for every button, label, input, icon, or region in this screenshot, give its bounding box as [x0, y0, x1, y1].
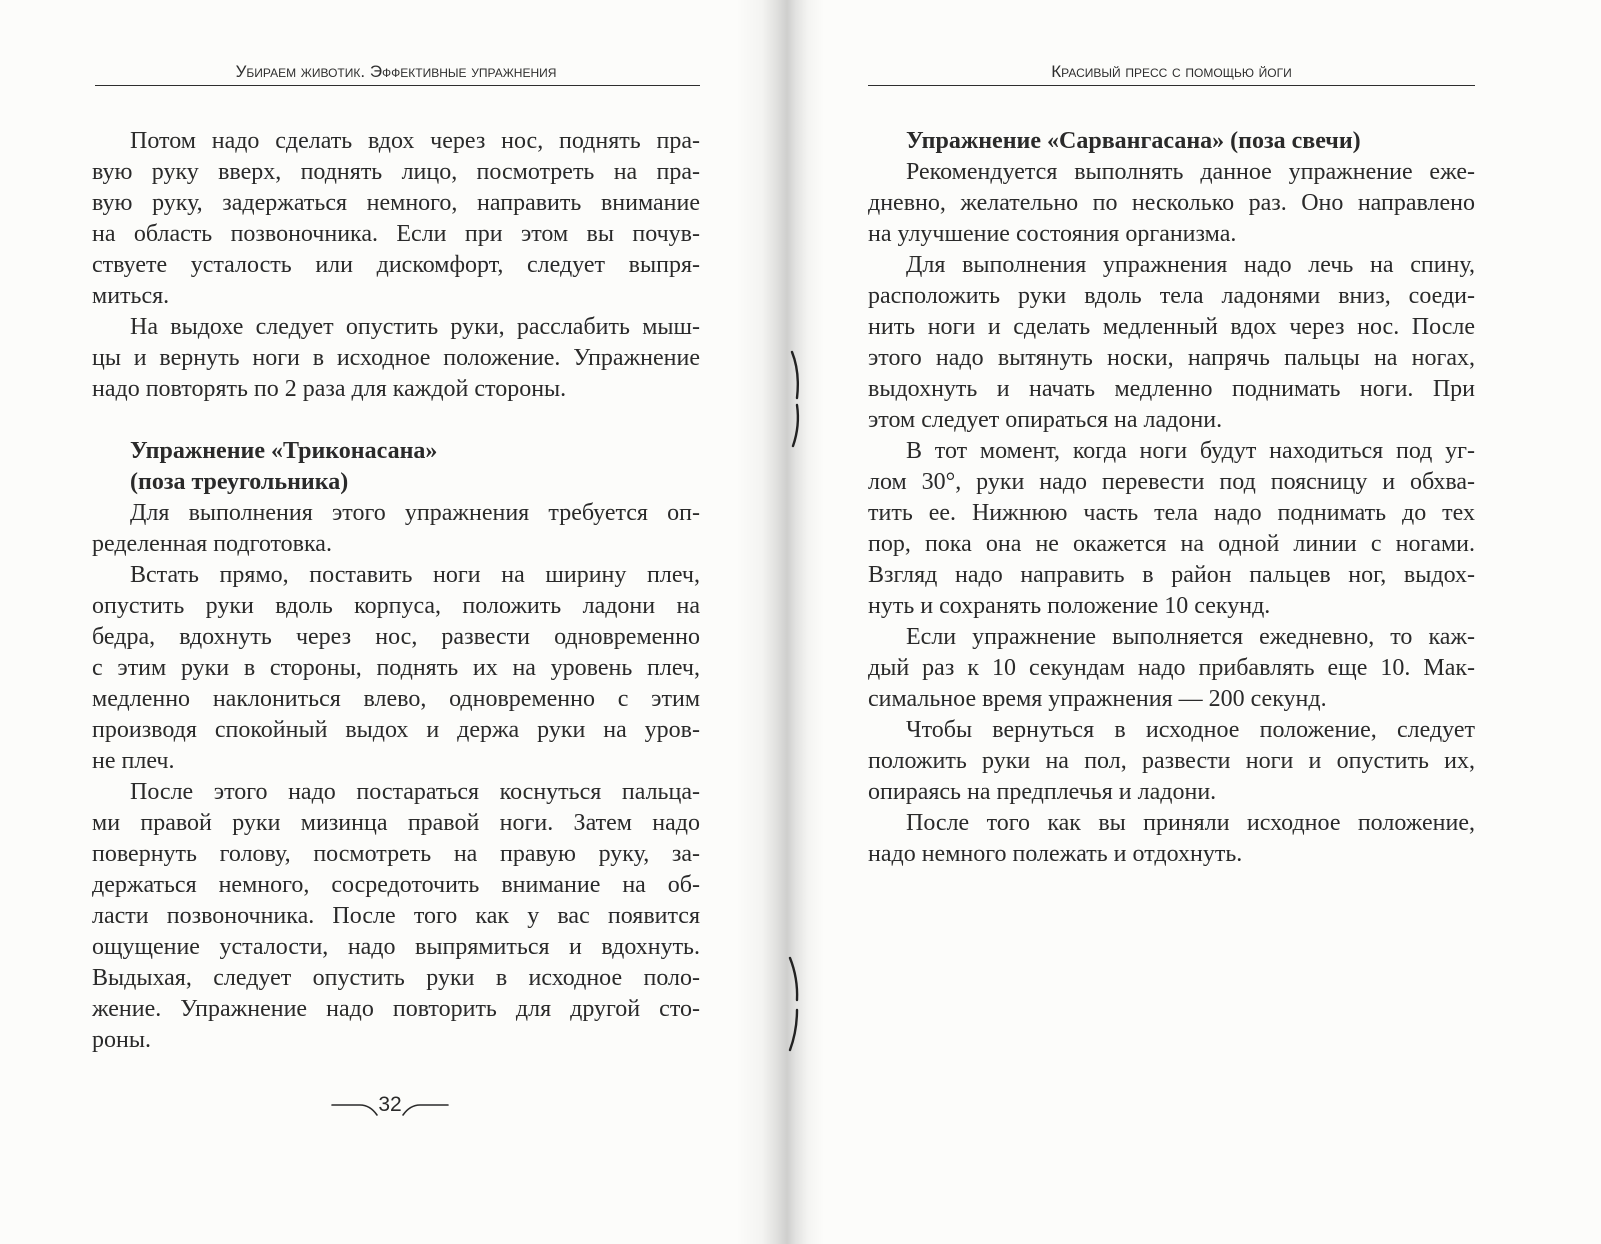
text-line: нить ноги и сделать медленный вдох через нос. После: [868, 314, 1475, 340]
text-line: Чтобы вернуться в исходное положение, следует: [906, 717, 1475, 743]
running-head: Красивый пресс с помощью йоги: [1051, 62, 1292, 81]
text-line: симальное время упражнения — 200 секунд.: [868, 686, 1327, 712]
page-number: [330, 1088, 450, 1122]
paragraph: [868, 808, 1475, 870]
text-line: Для выполнения этого упражнения требуется оп-: [130, 500, 700, 526]
text-line: Рекомендуется выполнять данное упражнение еже-: [906, 159, 1475, 185]
text-line: На выдохе следует опустить руки, расслабить мыш-: [130, 314, 700, 340]
paragraph: [92, 312, 700, 405]
page-body: [92, 126, 700, 1056]
section-heading-line: Упражнение «Триконасана»: [130, 438, 438, 464]
text-line: надо немного полежать и отдохнуть.: [868, 841, 1243, 867]
paragraph: [868, 157, 1475, 250]
text-line: Встать прямо, поставить ноги на ширину плеч,: [130, 562, 700, 588]
text-line: держаться немного, сосредоточить внимание на об-: [92, 872, 700, 898]
text-line: тить ее. Нижнюю часть тела надо поднимать до тех: [868, 500, 1475, 526]
text-line: дневно, желательно по несколько раз. Оно направлено: [868, 190, 1475, 216]
paragraph: [92, 126, 700, 312]
page-number-text: 32: [378, 1093, 402, 1116]
text-line: положить руки на пол, развести ноги и опустить их,: [868, 748, 1475, 774]
text-line: пор, пока она не окажется на одной линии с ногами.: [868, 531, 1475, 557]
text-line: нуть и сохранять положение 10 секунд.: [868, 593, 1271, 619]
text-line: роны.: [92, 1027, 151, 1053]
text-line: После этого надо постараться коснуться пальца-: [130, 779, 700, 805]
text-line: ласти позвоночника. После того как у вас появится: [92, 903, 700, 929]
text-line: на область позвоночника. Если при этом вы почув-: [92, 221, 700, 247]
paragraph: [868, 715, 1475, 808]
text-line: ствуете усталость или дискомфорт, следует выпря-: [92, 252, 700, 278]
text-line: цы и вернуть ноги в исходное положение. Упражнение: [92, 345, 700, 371]
text-line: миться.: [92, 283, 170, 309]
gutter-shadow: [736, 0, 824, 1244]
text-line: Если упражнение выполняется ежедневно, то каж-: [906, 624, 1475, 650]
text-line: ределенная подготовка.: [92, 531, 332, 557]
text-line: надо повторять по 2 раза для каждой стороны.: [92, 376, 567, 402]
text-line: с этим руки в стороны, поднять их на уровень плеч,: [92, 655, 700, 681]
text-line: на улучшение состояния организма.: [868, 221, 1237, 247]
right-page: [868, 0, 1475, 1244]
paragraph: [92, 498, 700, 560]
page-body: [868, 126, 1475, 870]
text-line: повернуть голову, посмотреть на правую руку, за-: [92, 841, 700, 867]
text-line: жение. Упражнение надо повторить для другой сто-: [92, 996, 700, 1022]
text-line: производя спокойный выдох и держа руки на уров-: [92, 717, 700, 743]
section-heading-line: Упражнение «Сарвангасана» (поза свечи): [906, 128, 1361, 154]
text-line: Потом надо сделать вдох через нос, поднять пра-: [130, 128, 700, 154]
running-head: Убираем животик. Эффективные упражнения: [235, 62, 557, 81]
text-line: опираясь на предплечья и ладони.: [868, 779, 1217, 805]
text-line: лом 30°, руки надо перевести под поясницу и обхва-: [868, 469, 1475, 495]
left-page: [92, 0, 700, 1244]
text-line: Для выполнения упражнения надо лечь на спину,: [906, 252, 1475, 278]
header-rule: [95, 85, 700, 86]
paragraph: [868, 250, 1475, 436]
text-line: бедра, вдохнуть через нос, развести одновременно: [92, 624, 700, 650]
text-line: ми правой руки мизинца правой ноги. Затем надо: [92, 810, 700, 836]
text-line: После того как вы приняли исходное положение,: [906, 810, 1475, 836]
text-line: вую руку, задержаться немного, направить внимание: [92, 190, 700, 216]
text-line: этом следует опираться на ладони.: [868, 407, 1223, 433]
text-line: вую руку вверх, поднять лицо, посмотреть на пра-: [92, 159, 700, 185]
section-heading-line: (поза треугольника): [130, 469, 349, 495]
text-line: медленно наклониться влево, одновременно с этим: [92, 686, 700, 712]
paragraph: [92, 560, 700, 777]
text-line: В тот момент, когда ноги будут находиться под уг-: [906, 438, 1475, 464]
text-line: выдохнуть и начать медленно поднимать ноги. При: [868, 376, 1475, 402]
text-line: этого надо вытянуть носки, напрячь пальцы на ногах,: [868, 345, 1475, 371]
header-rule: [868, 85, 1475, 86]
text-line: дый раз к 10 секундам надо прибавлять еще 10. Мак-: [868, 655, 1475, 681]
text-line: не плеч.: [92, 748, 175, 774]
text-line: Выдыхая, следует опустить руки в исходное поло-: [92, 965, 700, 991]
paragraph: [868, 436, 1475, 622]
section-heading: [92, 436, 700, 498]
paragraph: [868, 622, 1475, 715]
paragraph: [92, 777, 700, 1056]
text-line: Взгляд надо направить в район пальцев ног, выдох-: [868, 562, 1475, 588]
text-line: ощущение усталости, надо выпрямиться и вдохнуть.: [92, 934, 700, 960]
text-line: опустить руки вдоль корпуса, положить ладони на: [92, 593, 700, 619]
text-line: расположить руки вдоль тела ладонями вниз, соеди-: [868, 283, 1475, 309]
section-heading: [868, 126, 1475, 157]
